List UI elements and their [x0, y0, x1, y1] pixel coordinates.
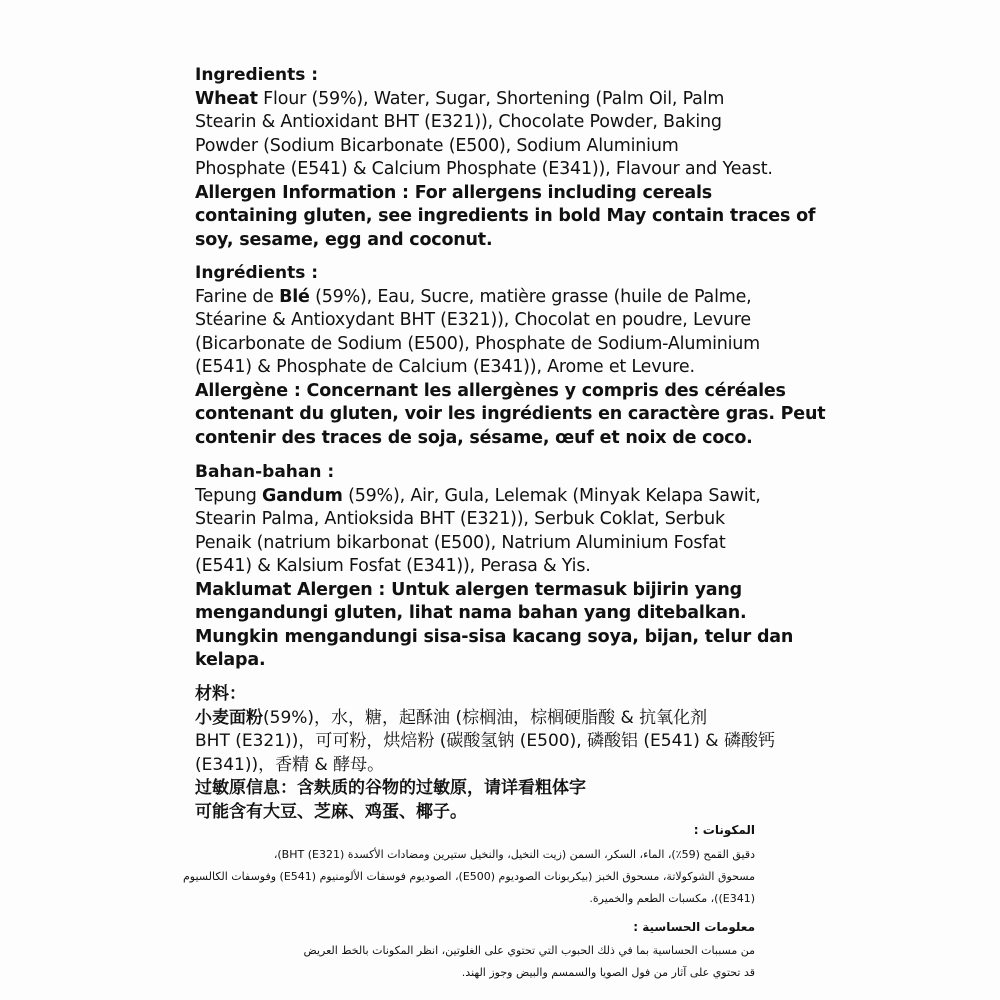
malay-bold-run: Gandum: [262, 485, 343, 506]
chinese-text-line: [195, 801, 835, 825]
english-text-line: [195, 135, 835, 159]
french-text-run: (E541) & Phosphate de Calcium (E341)), Arome et Levure.: [195, 357, 695, 377]
arabic-line: مسحوق الشوكولاتة، مسحوق الخبز (بيكربونات الصوديوم (E500)، الصوديوم فوسفات الألومنيوم (E541) وفوسفات الكالسيوم: [182, 870, 755, 883]
chinese-bold-run: 可能含有大豆、芝麻、鸡蛋、椰子。: [195, 801, 467, 822]
french-text-run: (59%), Eau, Sucre, matière grasse (huile de Palme,: [309, 286, 752, 307]
english-bold-run: containing gluten, see ingredients in bold May contain traces of: [195, 206, 816, 226]
chinese-heading: 材料：: [195, 684, 246, 704]
chinese-text-run: (E341))，香精 & 酵母。: [195, 754, 385, 775]
malay-bold-run: mengandungi gluten, lihat nama bahan yang ditebalkan.: [195, 603, 747, 623]
malay-heading: Bahan-bahan :: [195, 462, 335, 482]
english-text-line: [195, 205, 835, 229]
chinese-bold-run: 过敏原信息：含麸质的谷物的过敏原，请详看粗体字: [195, 778, 586, 798]
french-section: [195, 262, 835, 450]
malay-bold-run: Maklumat Alergen : Untuk alergen termasuk bijirin yang: [195, 579, 742, 600]
french-bold-run: Allergène : Concernant les allergènes y compris des céréales: [195, 380, 786, 401]
malay-lines: [195, 485, 835, 673]
chinese-text-line: [195, 730, 835, 754]
malay-text-line: [195, 532, 835, 556]
french-lines: [195, 286, 835, 451]
malay-text-run: (E541) & Kalsium Fosfat (E341)), Perasa & Yis.: [195, 556, 591, 576]
english-heading: Ingredients :: [195, 65, 319, 85]
malay-bold-run: kelapa.: [195, 650, 266, 670]
malay-text-line: [195, 508, 835, 532]
malay-section: [195, 461, 835, 673]
chinese-text-line: [195, 754, 835, 778]
english-bold-run: Allergen Information : For allergens including cereals: [195, 182, 713, 203]
english-text-run: Stearin & Antioxidant BHT (E321)), Chocolate Powder, Baking: [195, 112, 722, 132]
english-lines: [195, 88, 835, 253]
english-text-line: [195, 111, 835, 135]
chinese-section: [195, 683, 835, 824]
chinese-lines: [195, 707, 835, 825]
arabic-allergen-line: من مسببات الحساسية بما في ذلك الحبوب التي تحتوي على الغلوتين، انظر المكونات بالخط العريض: [303, 944, 755, 957]
arabic-heading: المكونات :: [693, 823, 755, 837]
french-text-line: [195, 286, 835, 310]
arabic-line: دقيق القمح (59٪)، الماء، السكر، السمن (زيت النخيل، والنخيل ستيرين ومضادات الأكسدة BHT (E321))،: [273, 848, 755, 861]
arabic-allergen-line: قد تحتوي على آثار من فول الصويا والسمسم والبيض وجوز الهند.: [461, 966, 755, 979]
chinese-text-run: (59%)，水，糖，起酥油 (棕榈油，棕榈硬脂酸 & 抗氧化剂: [263, 707, 708, 728]
english-text-run: Powder (Sodium Bicarbonate (E500), Sodium Aluminium: [195, 135, 679, 156]
english-text-line: [195, 158, 835, 182]
french-bold-run: contenir des traces de soja, sésame, œuf et noix de coco.: [195, 427, 753, 448]
malay-text-run: Stearin Palma, Antioksida BHT (E321)), Serbuk Coklat, Serbuk: [195, 509, 725, 529]
chinese-text-line: [195, 707, 835, 731]
french-text-run: Stéarine & Antioxydant BHT (E321)), Chocolat en poudre, Levure: [195, 310, 751, 330]
malay-text-line: [195, 626, 835, 650]
french-text-line: [195, 427, 835, 451]
malay-text-line: [195, 602, 835, 626]
english-section: [195, 64, 835, 252]
malay-text-run: (59%), Air, Gula, Lelemak (Minyak Kelapa Sawit,: [342, 485, 761, 506]
malay-text-run: Tepung: [195, 485, 263, 506]
french-text-line: [195, 333, 835, 357]
arabic-line: (E341))، مكسبات الطعم والخميرة.: [589, 892, 755, 905]
english-bold-run: soy, sesame, egg and coconut.: [195, 229, 493, 250]
chinese-text-run: BHT (E321))，可可粉，烘焙粉 (碳酸氢钠 (E500), 磷酸铝 (E541) & 磷酸钙: [195, 731, 775, 751]
malay-text-run: Penaik (natrium bikarbonat (E500), Natrium Aluminium Fosfat: [195, 532, 726, 553]
french-text-run: (Bicarbonate de Sodium (E500), Phosphate de Sodium-Aluminium: [195, 333, 761, 354]
english-text-run: Flour (59%), Water, Sugar, Shortening (Palm Oil, Palm: [257, 88, 725, 109]
malay-text-line: [195, 485, 835, 509]
malay-bold-run: Mungkin mengandungi sisa-sisa kacang soya, bijan, telur dan: [195, 626, 794, 647]
french-text-line: [195, 356, 835, 380]
english-text-line: [195, 88, 835, 112]
english-text-line: [195, 229, 835, 253]
arabic-allergen-heading: معلومات الحساسية :: [633, 920, 755, 934]
french-text-line: [195, 380, 835, 404]
french-heading: Ingrédients :: [195, 263, 319, 283]
english-bold-run: Wheat: [195, 88, 258, 109]
french-text-line: [195, 403, 835, 427]
chinese-bold-run: 小麦面粉: [195, 707, 263, 728]
english-text-run: Phosphate (E541) & Calcium Phosphate (E341)), Flavour and Yeast.: [195, 159, 773, 179]
french-bold-run: Blé: [279, 286, 310, 307]
malay-text-line: [195, 579, 835, 603]
malay-text-line: [195, 555, 835, 579]
chinese-text-line: [195, 777, 835, 801]
french-bold-run: contenant du gluten, voir les ingrédients en caractère gras. Peut: [195, 404, 826, 424]
malay-text-line: [195, 649, 835, 673]
english-text-line: [195, 182, 835, 206]
french-text-line: [195, 309, 835, 333]
french-text-run: Farine de: [195, 286, 280, 307]
